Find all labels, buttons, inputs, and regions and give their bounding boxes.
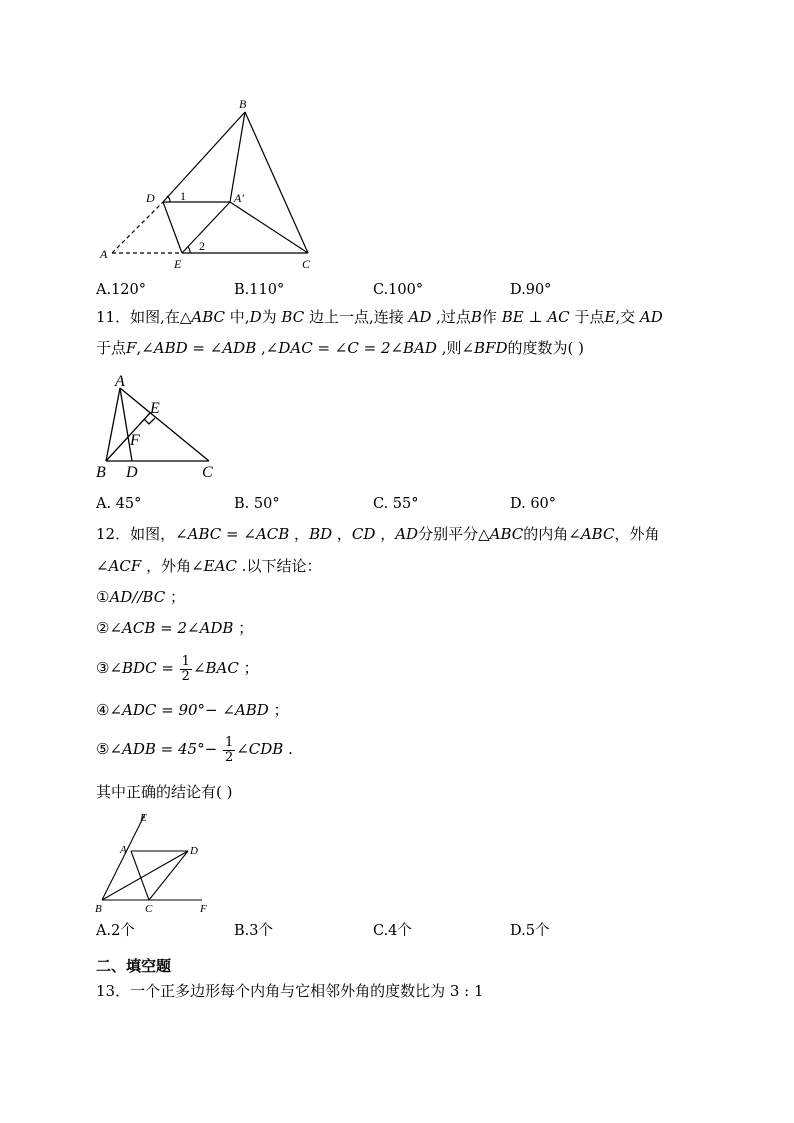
q12-option-b: B.3个 bbox=[234, 923, 273, 939]
q12-conclusion-3: ③∠BDC = $\frac{1}{2}$ ∠BAC ； bbox=[96, 653, 259, 684]
q10-label-2: 2 bbox=[199, 239, 205, 253]
q12-seg-BE bbox=[102, 814, 145, 900]
q10-seg-EA1 bbox=[182, 202, 230, 253]
q11-seg-BE bbox=[106, 413, 150, 461]
q12-question: 其中正确的结论有( ) bbox=[96, 783, 233, 801]
q10-option-b: B.110° bbox=[234, 282, 285, 298]
q12-option-c: C.4个 bbox=[373, 923, 412, 939]
q10-option-d: D.90° bbox=[510, 282, 552, 298]
q12-line1: 12．如图，∠ABC = ∠ACB ，BD ，CD ，AD分别平分△ABC的内角∠ABC，外角 bbox=[96, 525, 660, 543]
q11-label-E: E bbox=[150, 400, 160, 417]
q12-option-a: A.2个 bbox=[96, 923, 135, 939]
q11-seg-AC bbox=[120, 388, 209, 461]
q13-text: 13．一个正多边形每个内角与它相邻外角的度数比为 3 : 1 bbox=[96, 982, 484, 1000]
section-2-heading: 二、填空题 bbox=[96, 957, 172, 975]
q12-c5-fraction: $\frac{1}{2}$ bbox=[224, 734, 234, 765]
q11-seg-AB bbox=[106, 388, 120, 461]
q10-angle1-arc bbox=[167, 196, 170, 202]
q12-line2: ∠ACF ，外角∠EAC .以下结论： bbox=[96, 557, 322, 575]
q10-label-B: B bbox=[239, 97, 247, 111]
q12-seg-AC bbox=[131, 851, 149, 900]
q12-label-A: A bbox=[120, 844, 127, 856]
q10-label-1: 1 bbox=[180, 189, 186, 203]
q11-option-a: A. 45° bbox=[96, 496, 142, 512]
q12-option-d: D.5个 bbox=[510, 923, 550, 939]
q10-seg-DE bbox=[163, 202, 182, 253]
q11-figure bbox=[90, 368, 230, 483]
q12-conclusion-1: ①AD//BC ； bbox=[96, 588, 185, 606]
q12-label-D: D bbox=[190, 845, 198, 857]
q11-label-B: B bbox=[96, 464, 106, 481]
q10-figure bbox=[90, 92, 330, 277]
q12-seg-CD bbox=[149, 851, 188, 900]
q11-line1: 11．如图,在△ABC 中,D为 BC 边上一点,连接 AD ,过点B作 BE ⊥ AC 于点E,交 AD bbox=[96, 308, 663, 326]
q10-seg-AD-dashed bbox=[112, 202, 163, 253]
q12-conclusion-4: ④∠ADC = 90°− ∠ABD ； bbox=[96, 701, 289, 719]
q10-option-a: A.120° bbox=[96, 282, 147, 298]
q11-option-d: D. 60° bbox=[510, 496, 557, 512]
q11-right-angle-mark bbox=[144, 418, 155, 424]
q11-label-D: D bbox=[126, 464, 138, 481]
q10-label-D: D bbox=[146, 191, 155, 205]
q11-option-c: C. 55° bbox=[373, 496, 419, 512]
q12-conclusion-2: ②∠ACB = 2∠ADB ； bbox=[96, 619, 254, 637]
q11-label-F: F bbox=[130, 432, 140, 449]
q12-label-F: F bbox=[200, 903, 207, 915]
q12-conclusion-5: ⑤∠ADB = 45°− $\frac{1}{2}$ ∠CDB . bbox=[96, 734, 293, 765]
q12-c3-fraction: $\frac{1}{2}$ bbox=[181, 653, 190, 684]
q11-seg-AD bbox=[120, 388, 132, 461]
q12-figure bbox=[90, 808, 220, 918]
q10-option-c: C.100° bbox=[373, 282, 424, 298]
q12-label-E: E bbox=[140, 812, 147, 824]
q11-label-C: C bbox=[202, 464, 213, 481]
q12-seg-BD bbox=[102, 851, 188, 900]
q12-label-C: C bbox=[145, 903, 153, 915]
q11-line2: 于点F,∠ABD = ∠ADB ,∠DAC = ∠C = 2∠BAD ,则∠BFD的度数为( ) bbox=[96, 339, 584, 357]
q11-label-A: A bbox=[115, 373, 125, 390]
q10-label-A: A bbox=[100, 247, 108, 261]
q10-label-E: E bbox=[174, 257, 182, 271]
q12-label-B: B bbox=[95, 903, 102, 915]
q10-angle2-arc bbox=[188, 247, 190, 253]
q10-label-A-prime: A′ bbox=[234, 191, 244, 205]
q11-option-b: B. 50° bbox=[234, 496, 280, 512]
q10-label-C: C bbox=[302, 257, 311, 271]
